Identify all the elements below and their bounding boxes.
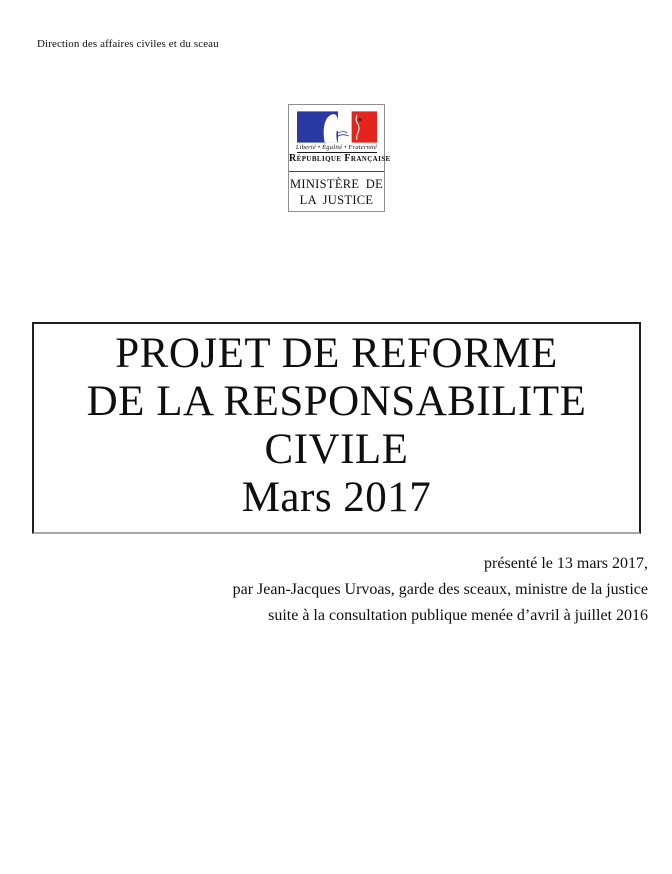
title-box <box>32 322 641 534</box>
republique-francaise-label: République Française <box>289 153 391 164</box>
liberty-equality-fraternity-motto: Liberté • Égalité • Fraternité <box>295 144 378 151</box>
title-date-line: Mars 2017 <box>241 474 432 521</box>
ministry-name-line-2: LA JUSTICE <box>299 192 374 207</box>
title-line-2: DE LA RESPONSABILITE <box>86 378 587 425</box>
department-label: Direction des affaires civiles et du sceau <box>37 38 219 50</box>
presentation-line-3: suite à la consultation publique menée d’avril à juillet 2016 <box>268 607 648 624</box>
marianne-flag-icon <box>297 111 377 143</box>
ministry-of-justice-logo <box>288 104 391 212</box>
title-line-3: CIVILE <box>264 426 409 473</box>
presentation-line-2: par Jean-Jacques Urvoas, garde des sceaux, ministre de la justice <box>232 581 648 598</box>
presentation-paragraph <box>0 551 648 629</box>
ministry-name-line-1: MINISTÈRE DE <box>289 176 384 191</box>
title-line-1: PROJET DE REFORME <box>115 330 558 377</box>
presentation-line-1: présenté le 13 mars 2017, <box>484 555 648 572</box>
french-republic-flag-icon <box>297 111 377 143</box>
ministry-name <box>289 172 384 211</box>
